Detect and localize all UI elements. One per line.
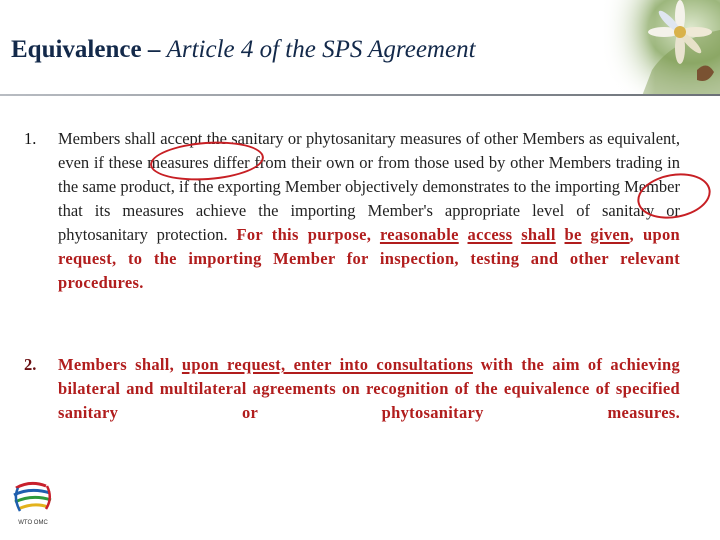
article-2-number: 2.	[24, 355, 37, 374]
article-2-text	[58, 353, 680, 425]
article-1-main-text: Members shall accept the sanitary or phytosanitary measures of other Members as equivalent, even if these measures differ from their own or from those used by other Members trading in the same product, if the exporting Member objectively demonstrates to the importing Member that its measures achieve the importing Member's appropriate level of sanitary or phytosanitary protection.	[58, 129, 680, 244]
article-1-red-lead: For this purpose,	[236, 225, 372, 244]
title-subtitle: Article 4 of the SPS Agreement	[166, 36, 476, 63]
wto-logo-caption: WTO OMC	[18, 520, 48, 526]
title-divider	[0, 94, 720, 96]
corner-decorative-image	[602, 0, 720, 96]
article-1-red-tail: , upon request, to the importing Member for inspection, testing and other relevant procedures.	[58, 225, 681, 292]
underlined-access: access	[467, 225, 513, 244]
wto-logo	[10, 478, 56, 528]
article-2	[24, 353, 680, 425]
article-2-lead: Members shall,	[58, 355, 175, 374]
underlined-reasonable: reasonable	[379, 225, 459, 244]
title-main: Equivalence –	[11, 36, 167, 63]
article-2-tail: with the aim of achieving bilateral and multilateral agreements on recognition of the equivalence of specified sanitary or phytosanitary measures.	[58, 355, 681, 422]
slide-title	[11, 33, 476, 67]
article-1-text	[58, 127, 680, 295]
article-1	[24, 127, 680, 295]
article-2-underlined: upon request, enter into consultations	[181, 355, 473, 374]
underlined-given: given	[590, 225, 630, 244]
underlined-shall: shall	[521, 225, 556, 244]
underlined-be: be	[564, 225, 582, 244]
article-1-number: 1.	[24, 129, 37, 148]
